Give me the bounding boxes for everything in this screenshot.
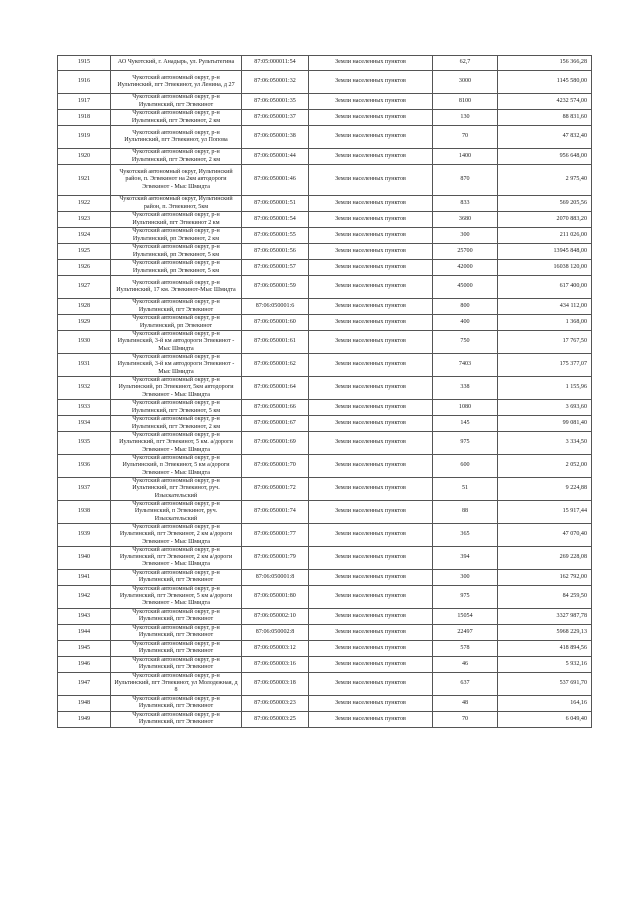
cadastral-value-cell: 47 070,40	[498, 523, 592, 546]
area-cell: 1080	[433, 400, 498, 416]
land-category-cell: Земли населенных пунктов	[309, 94, 433, 110]
land-category-cell: Земли населенных пунктов	[309, 523, 433, 546]
cadastral-number-cell: 87:06:050001:55	[242, 228, 309, 244]
address-cell: Чукотский автономный округ, р-н Иультинский, пгт Эгвекинот	[111, 711, 242, 727]
row-number-cell: 1925	[58, 244, 111, 260]
cadastral-number-cell: 87:06:050001:51	[242, 196, 309, 212]
row-number-cell: 1948	[58, 695, 111, 711]
table-row	[58, 94, 592, 110]
cadastral-value-cell: 418 894,56	[498, 640, 592, 656]
cadastral-value-cell: 3 693,60	[498, 400, 592, 416]
cadastral-number-cell: 87:06:050001:66	[242, 400, 309, 416]
table-row	[58, 416, 592, 432]
cadastral-number-cell: 87:06:050003:18	[242, 672, 309, 695]
table-row	[58, 523, 592, 546]
table-row	[58, 454, 592, 477]
cadastral-number-cell: 87:06:050001:46	[242, 165, 309, 196]
address-cell: Чукотский автономный округ, Иультинский район, п. Эгвекинот на 2км автодороги Эгвекинот - Мыс Шмидта	[111, 165, 242, 196]
land-category-cell: Земли населенных пунктов	[309, 624, 433, 640]
land-category-cell: Земли населенных пунктов	[309, 110, 433, 126]
table-row	[58, 126, 592, 149]
row-number-cell: 1918	[58, 110, 111, 126]
row-number-cell: 1930	[58, 331, 111, 354]
cadastral-value-cell: 175 377,07	[498, 354, 592, 377]
row-number-cell: 1941	[58, 569, 111, 585]
address-cell: Чукотский автономный округ, р-н Иультинский, пгт Эгвекинот, 2 км	[111, 416, 242, 432]
address-cell: Чукотский автономный округ, р-н Иультинский, 3-й км автодороги Эгвекинот - Мыс Шмидта	[111, 331, 242, 354]
cadastral-number-cell: 87:06:050002:8	[242, 624, 309, 640]
area-cell: 145	[433, 416, 498, 432]
address-cell: Чукотский автономный округ, р-н Иультинский, пгт Эгвекинот, 2 км	[111, 149, 242, 165]
area-cell: 800	[433, 299, 498, 315]
cadastral-value-cell: 156 366,28	[498, 56, 592, 71]
table-row	[58, 244, 592, 260]
cadastral-value-cell: 3 334,50	[498, 432, 592, 455]
row-number-cell: 1922	[58, 196, 111, 212]
table-row	[58, 165, 592, 196]
address-cell: Чукотский автономный округ, р-н Иультинский, пгт Эгвекинот	[111, 624, 242, 640]
land-category-cell: Земли населенных пунктов	[309, 126, 433, 149]
cadastral-value-cell: 1 368,00	[498, 315, 592, 331]
table-row	[58, 477, 592, 500]
address-cell: Чукотский автономный округ, р-н Иультинский, пгт Эгвекинот	[111, 608, 242, 624]
land-category-cell: Земли населенных пунктов	[309, 377, 433, 400]
address-cell: Чукотский автономный округ, р-н Иультинский, пгт Эгвекинот, 5 км а/дороги Эгвекинот - Мыс Шмидта	[111, 585, 242, 608]
row-number-cell: 1944	[58, 624, 111, 640]
table-row	[58, 546, 592, 569]
cadastral-number-cell: 87:06:050001:37	[242, 110, 309, 126]
cadastral-value-cell: 2 975,40	[498, 165, 592, 196]
cadastral-number-cell: 87:06:050001:8	[242, 569, 309, 585]
cadastral-value-cell: 4232 574,00	[498, 94, 592, 110]
cadastral-value-cell: 269 228,08	[498, 546, 592, 569]
address-cell: Чукотский автономный округ, р-н Иультинский, 3-й км автодороги Эгвекинот - Мыс Шмидта	[111, 354, 242, 377]
cadastral-number-cell: 87:06:050001:74	[242, 500, 309, 523]
address-cell: Чукотский автономный округ, р-н Иультинский, рп Эгвекинот	[111, 315, 242, 331]
cadastral-value-cell: 6 049,40	[498, 711, 592, 727]
table-row	[58, 149, 592, 165]
cadastral-value-cell: 47 832,40	[498, 126, 592, 149]
address-cell: Чукотский автономный округ, р-н Иультинский, пгт Эгвекинот	[111, 695, 242, 711]
table-body	[58, 56, 592, 728]
cadastral-value-cell: 434 112,00	[498, 299, 592, 315]
area-cell: 1400	[433, 149, 498, 165]
cadastral-number-cell: 87:06:050003:23	[242, 695, 309, 711]
row-number-cell: 1932	[58, 377, 111, 400]
area-cell: 338	[433, 377, 498, 400]
land-category-cell: Земли населенных пунктов	[309, 432, 433, 455]
area-cell: 8100	[433, 94, 498, 110]
cadastral-value-cell: 84 259,50	[498, 585, 592, 608]
cadastral-number-cell: 87:06:050003:25	[242, 711, 309, 727]
cadastral-number-cell: 87:05:000011:54	[242, 56, 309, 71]
row-number-cell: 1920	[58, 149, 111, 165]
cadastral-number-cell: 87:06:050002:10	[242, 608, 309, 624]
area-cell: 750	[433, 331, 498, 354]
address-cell: Чукотский автономный округ, р-н Иультинский, 17 км. Эгвекинот-Мыс Шмидта	[111, 276, 242, 299]
table-row	[58, 656, 592, 672]
row-number-cell: 1926	[58, 260, 111, 276]
cadastral-value-cell: 211 026,00	[498, 228, 592, 244]
table-row	[58, 212, 592, 228]
land-plots-table	[57, 55, 592, 728]
row-number-cell: 1928	[58, 299, 111, 315]
cadastral-value-cell: 617 400,00	[498, 276, 592, 299]
table-row	[58, 500, 592, 523]
table-row	[58, 260, 592, 276]
land-category-cell: Земли населенных пунктов	[309, 56, 433, 71]
table-row	[58, 695, 592, 711]
table-row	[58, 315, 592, 331]
cadastral-value-cell: 569 205,56	[498, 196, 592, 212]
table-row	[58, 56, 592, 71]
row-number-cell: 1943	[58, 608, 111, 624]
cadastral-number-cell: 87:06:050001:80	[242, 585, 309, 608]
table-row	[58, 432, 592, 455]
area-cell: 42000	[433, 260, 498, 276]
area-cell: 637	[433, 672, 498, 695]
cadastral-value-cell: 88 831,60	[498, 110, 592, 126]
area-cell: 46	[433, 656, 498, 672]
cadastral-number-cell: 87:06:050001:69	[242, 432, 309, 455]
table-row	[58, 672, 592, 695]
address-cell: Чукотский автономный округ, р-н Иультинский, пгт Эгвекинот	[111, 94, 242, 110]
row-number-cell: 1946	[58, 656, 111, 672]
area-cell: 130	[433, 110, 498, 126]
address-cell: Чукотский автономный округ, р-н Иультинский, пгт Эгвекинот, 2 км	[111, 110, 242, 126]
area-cell: 300	[433, 569, 498, 585]
area-cell: 975	[433, 585, 498, 608]
area-cell: 62,7	[433, 56, 498, 71]
row-number-cell: 1929	[58, 315, 111, 331]
land-category-cell: Земли населенных пунктов	[309, 315, 433, 331]
cadastral-number-cell: 87:06:050001:59	[242, 276, 309, 299]
area-cell: 22497	[433, 624, 498, 640]
area-cell: 578	[433, 640, 498, 656]
land-category-cell: Земли населенных пунктов	[309, 477, 433, 500]
area-cell: 300	[433, 228, 498, 244]
area-cell: 25700	[433, 244, 498, 260]
land-category-cell: Земли населенных пунктов	[309, 672, 433, 695]
land-category-cell: Земли населенных пунктов	[309, 165, 433, 196]
land-category-cell: Земли населенных пунктов	[309, 400, 433, 416]
land-category-cell: Земли населенных пунктов	[309, 276, 433, 299]
row-number-cell: 1939	[58, 523, 111, 546]
row-number-cell: 1917	[58, 94, 111, 110]
row-number-cell: 1916	[58, 71, 111, 94]
row-number-cell: 1915	[58, 56, 111, 71]
table-row	[58, 110, 592, 126]
table-row	[58, 585, 592, 608]
row-number-cell: 1919	[58, 126, 111, 149]
area-cell: 833	[433, 196, 498, 212]
row-number-cell: 1936	[58, 454, 111, 477]
table-row	[58, 354, 592, 377]
table-row	[58, 640, 592, 656]
land-category-cell: Земли населенных пунктов	[309, 640, 433, 656]
row-number-cell: 1938	[58, 500, 111, 523]
address-cell: Чукотский автономный округ, р-н Иультинский, пгт Эгвекинот	[111, 299, 242, 315]
row-number-cell: 1921	[58, 165, 111, 196]
land-category-cell: Земли населенных пунктов	[309, 228, 433, 244]
land-category-cell: Земли населенных пунктов	[309, 695, 433, 711]
row-number-cell: 1947	[58, 672, 111, 695]
table-row	[58, 711, 592, 727]
address-cell: Чукотский автономный округ, р-н Иультинский, рп Эгвекинот, 5 км	[111, 244, 242, 260]
land-register-sheet	[57, 55, 591, 728]
land-category-cell: Земли населенных пунктов	[309, 299, 433, 315]
cadastral-number-cell: 87:06:050001:60	[242, 315, 309, 331]
row-number-cell: 1923	[58, 212, 111, 228]
cadastral-number-cell: 87:06:050001:38	[242, 126, 309, 149]
table-row	[58, 299, 592, 315]
address-cell: Чукотский автономный округ, р-н Иультинский, рп Эгвекинот, 5 км	[111, 260, 242, 276]
cadastral-value-cell: 13945 848,00	[498, 244, 592, 260]
address-cell: Чукотский автономный округ, р-н Иультинский, пгт Эгвекинот, 2 км а/дороги Эгвекинот - Мыс Шмидта	[111, 523, 242, 546]
row-number-cell: 1945	[58, 640, 111, 656]
table-row	[58, 400, 592, 416]
land-category-cell: Земли населенных пунктов	[309, 260, 433, 276]
cadastral-number-cell: 87:06:050001:79	[242, 546, 309, 569]
cadastral-value-cell: 2070 883,20	[498, 212, 592, 228]
land-category-cell: Земли населенных пунктов	[309, 354, 433, 377]
cadastral-value-cell: 16038 120,00	[498, 260, 592, 276]
land-category-cell: Земли населенных пунктов	[309, 569, 433, 585]
table-row	[58, 377, 592, 400]
cadastral-number-cell: 87:06:050001:35	[242, 94, 309, 110]
address-cell: Чукотский автономный округ, р-н Иультинский, пгт Эгвекинот, 5 км	[111, 400, 242, 416]
area-cell: 870	[433, 165, 498, 196]
cadastral-value-cell: 2 052,00	[498, 454, 592, 477]
area-cell: 15054	[433, 608, 498, 624]
table-row	[58, 331, 592, 354]
area-cell: 51	[433, 477, 498, 500]
cadastral-number-cell: 87:06:050001:54	[242, 212, 309, 228]
row-number-cell: 1927	[58, 276, 111, 299]
table-row	[58, 228, 592, 244]
area-cell: 3680	[433, 212, 498, 228]
address-cell: Чукотский автономный округ, р-н Иультинский, пгт Эгвекинот	[111, 640, 242, 656]
cadastral-number-cell: 87:06:050001:64	[242, 377, 309, 400]
cadastral-number-cell: 87:06:050001:77	[242, 523, 309, 546]
cadastral-value-cell: 99 081,40	[498, 416, 592, 432]
cadastral-number-cell: 87:06:050001:57	[242, 260, 309, 276]
row-number-cell: 1935	[58, 432, 111, 455]
cadastral-number-cell: 87:06:050003:12	[242, 640, 309, 656]
cadastral-number-cell: 87:06:050001:62	[242, 354, 309, 377]
land-category-cell: Земли населенных пунктов	[309, 244, 433, 260]
table-row	[58, 276, 592, 299]
area-cell: 70	[433, 126, 498, 149]
cadastral-number-cell: 87:06:050001:32	[242, 71, 309, 94]
area-cell: 70	[433, 711, 498, 727]
table-row	[58, 608, 592, 624]
address-cell: Чукотский автономный округ, р-н Иультинский, пгт Эгвекинот, руч. Изыскательский	[111, 477, 242, 500]
address-cell: Чукотский автономный округ, р-н Иультинский, пгт Эгвекинот	[111, 656, 242, 672]
address-cell: Чукотский автономный округ, р-н Иультинский, рп Эгвекинот, 2 км	[111, 228, 242, 244]
address-cell: Чукотский автономный округ, р-н Иультинский, рп Эгвекинот, 5км автодороги Эгвекинот - Мыс Шмидта	[111, 377, 242, 400]
cadastral-value-cell: 9 224,88	[498, 477, 592, 500]
area-cell: 600	[433, 454, 498, 477]
land-category-cell: Земли населенных пунктов	[309, 711, 433, 727]
cadastral-number-cell: 87:06:050003:16	[242, 656, 309, 672]
land-category-cell: Земли населенных пунктов	[309, 585, 433, 608]
row-number-cell: 1931	[58, 354, 111, 377]
cadastral-value-cell: 5 932,16	[498, 656, 592, 672]
cadastral-value-cell: 1145 580,00	[498, 71, 592, 94]
land-category-cell: Земли населенных пунктов	[309, 331, 433, 354]
address-cell: Чукотский автономный округ, р-н Иультинский, пгт Эгвекинот, ул Молодежная, д 8	[111, 672, 242, 695]
row-number-cell: 1924	[58, 228, 111, 244]
area-cell: 3000	[433, 71, 498, 94]
land-category-cell: Земли населенных пунктов	[309, 656, 433, 672]
row-number-cell: 1949	[58, 711, 111, 727]
area-cell: 394	[433, 546, 498, 569]
cadastral-value-cell: 3327 987,78	[498, 608, 592, 624]
row-number-cell: 1942	[58, 585, 111, 608]
cadastral-number-cell: 87:06:050001:70	[242, 454, 309, 477]
cadastral-value-cell: 162 792,00	[498, 569, 592, 585]
row-number-cell: 1934	[58, 416, 111, 432]
address-cell: Чукотский автономный округ, р-н Иультинский, пгт Эгвекинот	[111, 569, 242, 585]
address-cell: Чукотский автономный округ, р-н Иультинский, пгт Эгвекинот 2 км	[111, 212, 242, 228]
table-row	[58, 196, 592, 212]
area-cell: 45000	[433, 276, 498, 299]
area-cell: 365	[433, 523, 498, 546]
table-row	[58, 624, 592, 640]
cadastral-value-cell: 17 767,50	[498, 331, 592, 354]
land-category-cell: Земли населенных пунктов	[309, 149, 433, 165]
area-cell: 48	[433, 695, 498, 711]
address-cell: Чукотский автономный округ, р-н Иультинский, п Эгвекинот, 5 км а/дороги Эгвекинот - Мыс Шмидта	[111, 454, 242, 477]
cadastral-number-cell: 87:06:050001:6	[242, 299, 309, 315]
area-cell: 7403	[433, 354, 498, 377]
address-cell: Чукотский автономный округ, р-н Иультинский, пгт Эгвекинот, ул Попова	[111, 126, 242, 149]
area-cell: 88	[433, 500, 498, 523]
address-cell: Чукотский автономный округ, р-н Иультинский, пгт Эгвекинот, 5 км. а/дороги Эгвекинот - Мыс Шмидта	[111, 432, 242, 455]
cadastral-value-cell: 537 691,70	[498, 672, 592, 695]
land-category-cell: Земли населенных пунктов	[309, 71, 433, 94]
row-number-cell: 1937	[58, 477, 111, 500]
address-cell: АО Чукотский, г. Анадырь, ул. Рультытегина	[111, 56, 242, 71]
land-category-cell: Земли населенных пунктов	[309, 546, 433, 569]
area-cell: 400	[433, 315, 498, 331]
cadastral-value-cell: 956 648,00	[498, 149, 592, 165]
area-cell: 975	[433, 432, 498, 455]
address-cell: Чукотский автономный округ, р-н Иультинский, пгт Эгвекинот, 2 км а/дороги Эгвекинот - Мыс Шмидта	[111, 546, 242, 569]
land-category-cell: Земли населенных пунктов	[309, 416, 433, 432]
cadastral-value-cell: 15 917,44	[498, 500, 592, 523]
row-number-cell: 1933	[58, 400, 111, 416]
land-category-cell: Земли населенных пунктов	[309, 212, 433, 228]
land-category-cell: Земли населенных пунктов	[309, 454, 433, 477]
cadastral-number-cell: 87:06:050001:67	[242, 416, 309, 432]
land-category-cell: Земли населенных пунктов	[309, 608, 433, 624]
land-category-cell: Земли населенных пунктов	[309, 500, 433, 523]
table-row	[58, 569, 592, 585]
address-cell: Чукотский автономный округ, р-н Иультинский, пгт Эгвекинот, ул Ленина, д 27	[111, 71, 242, 94]
cadastral-number-cell: 87:06:050001:44	[242, 149, 309, 165]
address-cell: Чукотский автономный округ, р-н Иультинский, п Эгвекинот, руч. Изыскательский	[111, 500, 242, 523]
address-cell: Чукотский автономный округ, Иультинский район, п. Эгвекинот, 5км	[111, 196, 242, 212]
land-category-cell: Земли населенных пунктов	[309, 196, 433, 212]
table-row	[58, 71, 592, 94]
cadastral-value-cell: 164,16	[498, 695, 592, 711]
cadastral-value-cell: 5968 229,13	[498, 624, 592, 640]
cadastral-number-cell: 87:06:050001:72	[242, 477, 309, 500]
cadastral-number-cell: 87:06:050001:61	[242, 331, 309, 354]
cadastral-value-cell: 1 155,96	[498, 377, 592, 400]
cadastral-number-cell: 87:06:050001:56	[242, 244, 309, 260]
row-number-cell: 1940	[58, 546, 111, 569]
